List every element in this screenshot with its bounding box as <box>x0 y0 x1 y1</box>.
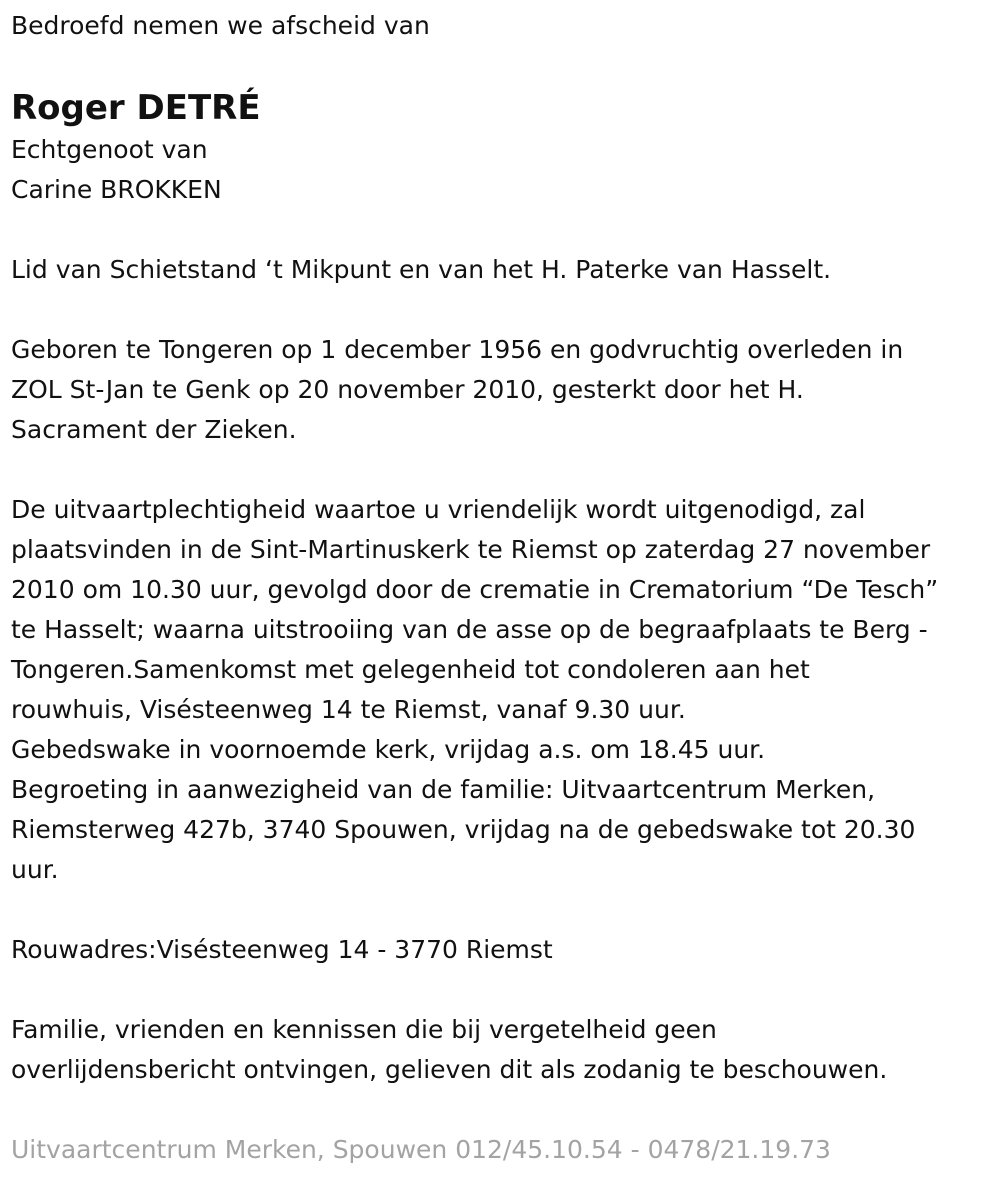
spouse-label: Echtgenoot van <box>11 135 208 164</box>
intro-text: Bedroefd nemen we afscheid van <box>11 11 430 40</box>
birth-death-paragraph <box>11 330 990 450</box>
paragraph-line: Familie, vrienden en kennissen die bij vergetelheid geen <box>11 1015 717 1044</box>
paragraph-line: plaatsvinden in de Sint-Martinuskerk te Riemst op zaterdag 27 november <box>11 535 931 564</box>
paragraph-line: Begroeting in aanwezigheid van de familie: Uitvaartcentrum Merken, <box>11 775 876 804</box>
mourning-address: Rouwadres:Visésteenweg 14 - 3770 Riemst <box>11 935 553 964</box>
paragraph-line: Gebedswake in voornoemde kerk, vrijdag a.s. om 18.45 uur. <box>11 735 766 764</box>
spouse-name: Carine BROKKEN <box>11 175 222 204</box>
paragraph-line: Sacrament der Zieken. <box>11 415 297 444</box>
paragraph-line: rouwhuis, Visésteenweg 14 te Riemst, vanaf 9.30 uur. <box>11 695 686 724</box>
funeral-home-footer: Uitvaartcentrum Merken, Spouwen 012/45.10.54 - 0478/21.19.73 <box>11 1135 831 1164</box>
paragraph-line: Tongeren.Samenkomst met gelegenheid tot condoleren aan het <box>11 655 810 684</box>
spacer <box>11 450 990 490</box>
paragraph-line: uur. <box>11 855 59 884</box>
paragraph-line: 2010 om 10.30 uur, gevolgd door de crematie in Crematorium “De Tesch” <box>11 575 939 604</box>
spacer <box>11 210 990 250</box>
ceremony-paragraph <box>11 490 990 890</box>
spacer <box>11 970 990 1010</box>
paragraph-line: Geboren te Tongeren op 1 december 1956 en godvruchtig overleden in <box>11 335 904 364</box>
membership-text: Lid van Schietstand ‘t Mikpunt en van het H. Paterke van Hasselt. <box>11 255 832 284</box>
spacer <box>11 890 990 930</box>
paragraph-line: De uitvaartplechtigheid waartoe u vriendelijk wordt uitgenodigd, zal <box>11 495 866 524</box>
closing-paragraph <box>11 1010 990 1090</box>
paragraph-line: ZOL St-Jan te Genk op 20 november 2010, gesterkt door het H. <box>11 375 804 404</box>
paragraph-line: Riemsterweg 427b, 3740 Spouwen, vrijdag na de gebedswake tot 20.30 <box>11 815 916 844</box>
spacer <box>11 290 990 330</box>
paragraph-line: overlijdensbericht ontvingen, gelieven dit als zodanig te beschouwen. <box>11 1055 888 1084</box>
deceased-name: Roger DETRÉ <box>11 88 261 128</box>
paragraph-line: te Hasselt; waarna uitstrooiing van de asse op de begraafplaats te Berg - <box>11 615 928 644</box>
spouse-block <box>11 130 990 210</box>
